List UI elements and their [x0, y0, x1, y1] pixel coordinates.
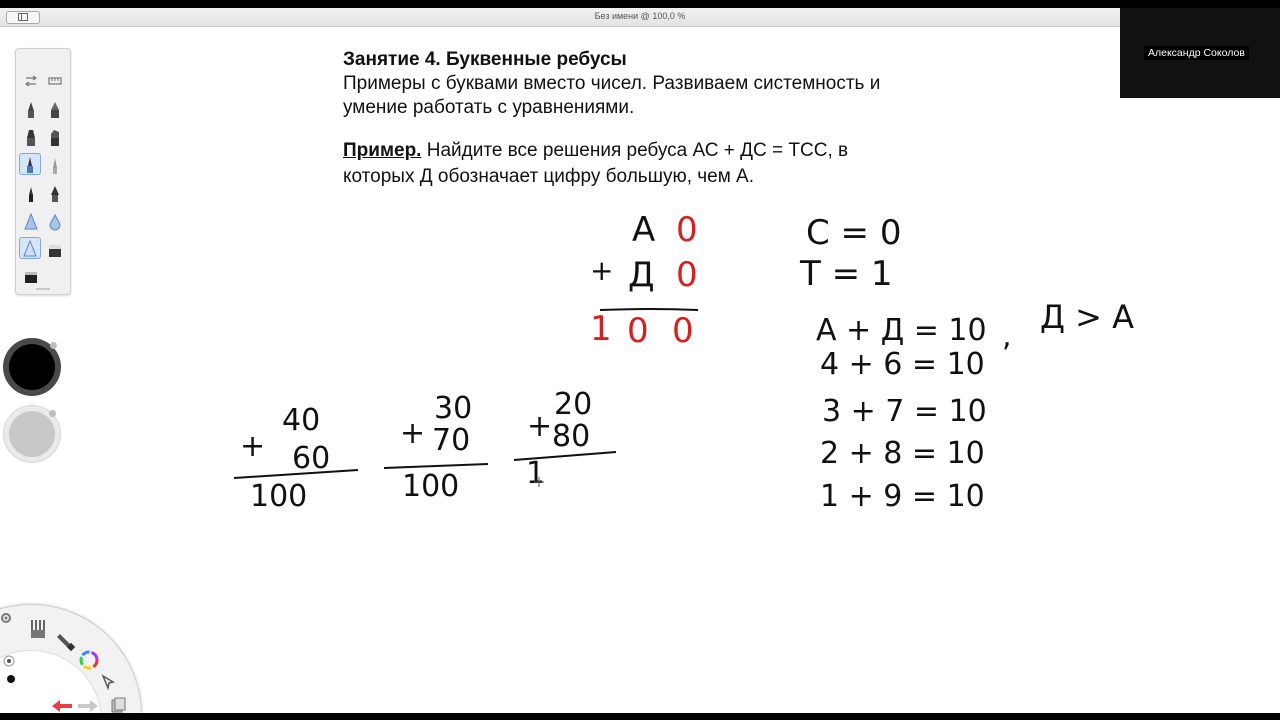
smudge-icon[interactable] — [21, 265, 41, 285]
size-slider-icon[interactable] — [2, 654, 16, 668]
sum1-plus: + — [240, 429, 266, 464]
rebus-result-digit-1: 1 — [590, 309, 612, 349]
equation-1: 4 + 6 = 10 — [820, 347, 985, 382]
equation-4: 1 + 9 = 10 — [820, 479, 985, 514]
rebus-plus: + — [590, 254, 614, 287]
sum2-bottom: 70 — [432, 423, 471, 458]
condition-d-greater-a: Д > А — [1040, 298, 1135, 336]
airbrush-icon[interactable] — [21, 211, 41, 231]
swatch-indicator-dot — [50, 342, 57, 349]
sum2-underline — [384, 464, 488, 468]
gray-color — [9, 411, 55, 457]
brush-icon[interactable] — [45, 155, 65, 175]
calligraphy-pen-icon[interactable] — [45, 183, 65, 203]
palette-grip[interactable] — [36, 288, 50, 290]
participant-video-tile[interactable] — [1120, 8, 1280, 98]
example-text-line-1: Найдите все решения ребуса АС + ДС = ТСС, в — [421, 140, 849, 161]
drawing-canvas[interactable] — [0, 8, 1280, 713]
lesson-title: Занятие 4. Буквенные ребусы — [343, 49, 627, 70]
redo-arrow-icon[interactable] — [76, 698, 100, 713]
sum1-top: 40 — [282, 403, 321, 438]
example-label: Пример. — [343, 140, 422, 161]
chisel-marker-icon[interactable] — [45, 127, 65, 147]
window-title: Без имени @ 100,0 % — [594, 11, 686, 21]
sum3-top: 20 — [554, 387, 593, 422]
sum3-result: 1 — [526, 456, 546, 491]
rebus-result-digit-2: 0 — [627, 311, 649, 351]
participant-name-label: Александр Соколов — [1144, 46, 1249, 60]
tool-palette — [15, 48, 71, 295]
lesson-subtitle-line-1: Примеры с буквами вместо чисел. Развиваем системность и — [343, 73, 881, 94]
secondary-color-swatch[interactable] — [3, 405, 61, 463]
rebus-digit-row1: 0 — [676, 210, 698, 250]
color-wheel-icon[interactable] — [79, 650, 99, 670]
equation-comma: , — [1002, 319, 1012, 354]
example-text-line-2: которых Д обозначает цифру большую, чем А. — [343, 166, 755, 187]
felt-pen-icon[interactable] — [21, 183, 41, 203]
triangle-brush-icon[interactable] — [19, 237, 41, 259]
equation-general: А + Д = 10 — [816, 313, 987, 348]
primary-color-swatch[interactable] — [3, 338, 61, 396]
lesson-subtitle-line-2: умение работать с уравнениями. — [343, 97, 635, 118]
sum1-bottom: 60 — [292, 441, 331, 476]
equation-3: 2 + 8 = 10 — [820, 436, 985, 471]
rebus-result-digit-3: 0 — [672, 311, 694, 351]
sum2-top: 30 — [434, 391, 473, 426]
opacity-dot-icon[interactable] — [6, 674, 16, 684]
rebus-letter-a: А — [632, 210, 656, 250]
crosshair-cursor-icon — [534, 477, 544, 487]
rebus-letter-d: Д — [628, 255, 655, 295]
ruler-icon[interactable] — [45, 71, 65, 91]
sum3-plus: + — [527, 409, 553, 444]
black-color — [9, 344, 55, 390]
sum2-result: 100 — [402, 469, 460, 504]
water-drop-icon[interactable] — [45, 211, 65, 231]
eraser-icon[interactable] — [45, 239, 65, 259]
gear-icon[interactable] — [0, 612, 12, 624]
layers-icon[interactable] — [110, 696, 128, 713]
swatch-indicator-dot — [49, 410, 56, 417]
fine-pen-icon[interactable] — [19, 153, 41, 175]
rebus-digit-row2: 0 — [676, 255, 698, 295]
sum1-result: 100 — [250, 479, 308, 514]
pen-nib-icon[interactable] — [45, 99, 65, 119]
select-arrow-icon[interactable] — [100, 674, 116, 690]
assignment-c: С = 0 — [806, 213, 902, 253]
undo-arrow-icon[interactable] — [50, 698, 74, 713]
sum2-plus: + — [400, 416, 426, 451]
rebus-underline — [600, 309, 698, 310]
marker-icon[interactable] — [21, 127, 41, 147]
pen-tool-icon[interactable] — [56, 630, 76, 652]
sum3-bottom: 80 — [552, 419, 591, 454]
pencil-icon[interactable] — [21, 99, 41, 119]
brush-icon[interactable] — [28, 618, 48, 640]
equation-2: 3 + 7 = 10 — [822, 394, 987, 429]
drawing-app-window — [0, 8, 1280, 713]
swap-icon[interactable] — [21, 71, 41, 91]
assignment-t: Т = 1 — [800, 254, 893, 294]
